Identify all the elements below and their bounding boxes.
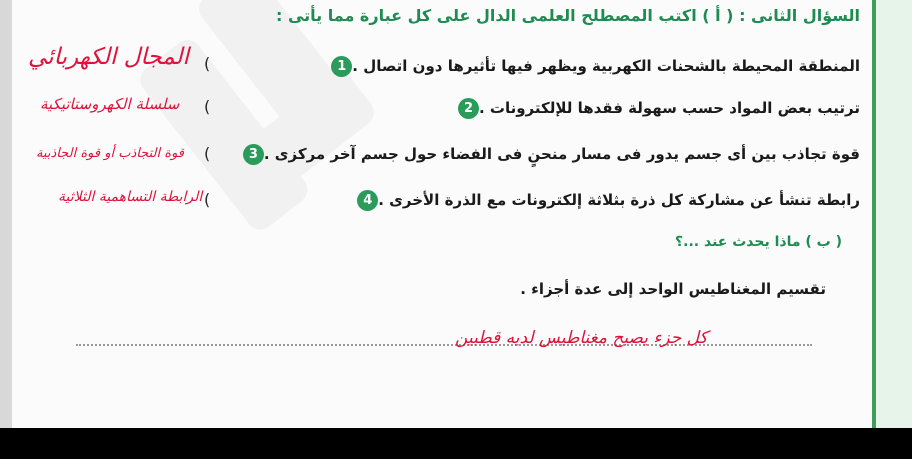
green-margin-line [872,0,876,428]
handwritten-answer-2: سلسلة الكهروستاتيكية [40,95,180,113]
question-item-3 [235,140,860,168]
answer-paren: ( [204,97,211,116]
item-number-badge: 2 [458,98,479,119]
answer-paren: ( [204,190,211,209]
item-number-badge: 1 [331,56,352,77]
handwritten-answer-3: قوة التجاذب أو قوة الجاذبية [36,146,185,161]
question-item-4 [349,186,860,214]
part-b-heading: ( ب ) ماذا يحدث عند ...؟ [675,234,842,250]
item-text: رابطة تنشأ عن مشاركة كل ذرة بثلاثة إلكترونات مع الذرة الأخرى . [378,191,860,209]
handwritten-answer-1: المجال الكهربائي [28,44,189,70]
question-title: السؤال الثانى : ( أ ) اكتب المصطلح العلمى الدال على كل عبارة مما يأتى : [275,6,860,25]
page-left-edge [0,0,12,428]
handwritten-answer-part-b: كل جزء يصبح مغناطيس لديه قطبين [455,328,708,348]
part-b-item: تقسيم المغناطيس الواحد إلى عدة أجزاء . [520,280,826,298]
item-text: قوة تجاذب بين أى جسم يدور فى مسار منحنٍ فى الفضاء حول جسم آخر مركزى . [263,145,860,163]
answer-paren: ( [204,54,211,73]
item-number-badge: 3 [243,144,264,165]
item-number-badge: 4 [357,190,378,211]
video-bottom-bar [0,428,912,459]
question-item-2 [450,94,860,122]
item-text: ترتيب بعض المواد حسب سهولة فقدها للإلكترونات . [478,99,860,117]
page-right-margin [872,0,912,428]
watermark-logo [100,0,429,255]
answer-paren: ( [204,144,211,163]
item-text: المنطقة المحيطة بالشحنات الكهربية ويظهر فيها تأثيرها دون اتصال . [352,57,860,75]
handwritten-answer-4: الرابطة التساهمية الثلاثية [58,189,203,205]
question-item-1 [323,52,860,80]
